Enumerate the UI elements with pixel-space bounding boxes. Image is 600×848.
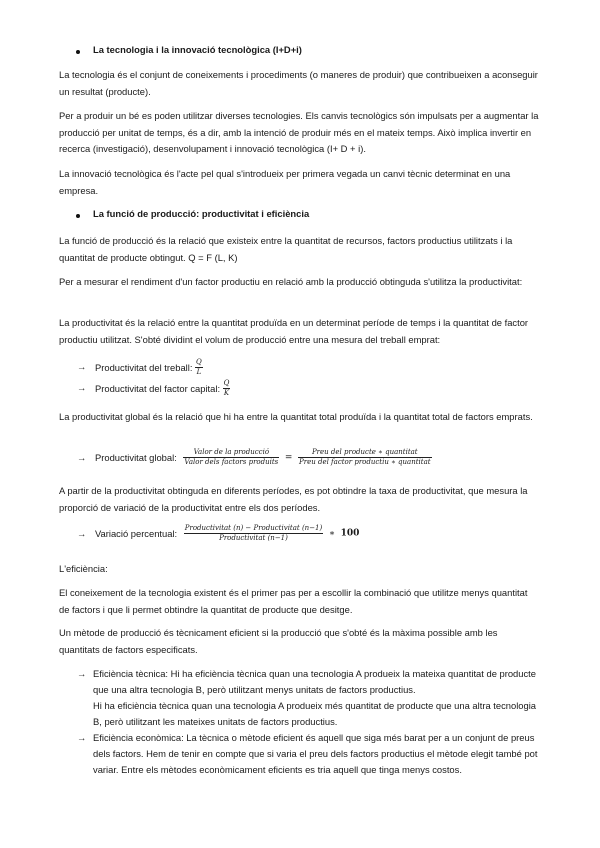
list-item-eficiencia-economica: → Eficiència econòmica: La tècnica o mètode eficient és aquell que siga més barat per a un conjunt de preus dels factors. Hem de tenir en compte que si varia el preu dels factors productius el mètode elegit també pot variar. Entre els mètodes econòmicament eficients es tria aquell que tinga menys costos.: [77, 732, 538, 775]
right-arrow-icon: →: [77, 452, 87, 463]
bullet-dot-icon: [76, 214, 80, 218]
bullet-dot-icon: [76, 50, 80, 54]
fraction-valor: $\frac{\text{Valor de la producció}}{\text{Valor dels factors produits}}$: [184, 448, 279, 466]
fraction-preu: $\frac{\text{Preu del producte ∗ quantitat}}{\text{Preu del factor productiu ∗ quantitat}}$: [299, 448, 431, 466]
paragraph-taxa-productivitat: A partir de la productivitat obtinguda en diferents períodes, es pot obtindre la taxa de productivitat, que mesura la proporció de variació de la productivitat entre els dos períodes.: [59, 485, 528, 513]
paragraph-tecnologia-definicio: La tecnologia és el conjunt de coneixements i procediments (o maneres de produir) que contribueixen a aconseguir un resultat (producte).: [59, 69, 538, 97]
right-arrow-icon: →: [77, 381, 87, 393]
paragraph-coneixement-tecnologia: El coneixement de la tecnologia existent és el primer pas per a escollir la combinació que utilitze menys quantitat de factors i que li permet obtindre la quantitat de producte que desitge.: [59, 587, 528, 615]
right-arrow-icon: →: [77, 732, 87, 743]
formula-productivitat-treball: → Productivitat del treball: $\frac{Q}{L}$: [77, 358, 202, 376]
paragraph-productivitat: La productivitat és la relació entre la quantitat produïda en un determinat període de temps i la quantitat de factor productiu utilitzat. S'obté dividint el volum de producció entre una mesura del treball emprat:: [59, 317, 529, 345]
paragraph-funcio-produccio: La funció de producció és la relació que existeix entre la quantitat de recursos, factors productius utilitzats i la quantitat de producte obtingut. Q = F (L, K): [59, 235, 513, 263]
right-arrow-icon: →: [77, 668, 87, 679]
formula-productivitat-capital: → Productivitat del factor capital: $\frac{Q}{K}$: [77, 379, 230, 397]
formula-productivitat-global: → Productivitat global: $\frac{\text{Valor de la producció}}{\text{Valor dels factors produits}}$ = $\frac{\text{Preu del producte ∗ quantitat}}{\text{Preu del factor productiu ∗ quantitat}}$: [77, 448, 431, 466]
formula-variacio-percentual: → Variació percentual: $\frac{\text{Productivitat (n) − Productivitat (n−1)}}{\text{Productivitat (n−1)}}$ ∗ 100: [77, 524, 360, 542]
paragraph-metode-tecnicament-eficient: Un mètode de producció és tècnicament eficient si la producció que s'obté és la màxima possible amb les quantitats de factors especificats.: [59, 627, 498, 655]
paragraph-rendiment: Per a mesurar el rendiment d'un factor productiu en relació amb la producció obtinguda s'utilitza la productivitat:: [59, 276, 523, 287]
paragraph-innovacio: La innovació tecnològica és l'acte pel qual s'introdueix per primera vegada un canvi tècnic determinat en una empresa.: [59, 168, 511, 196]
document-page: La tecnologia i la innovació tecnològica (I+D+i) La tecnologia és el conjunt de coneixements i procediments (o maneres de produir) que contribueixen a aconseguir un resultat (producte). Per a produir un bé es poden utilitzar diverses tecnologies. Els canvis tecnològics són impulsats per a augmentar la producció per unitat de temps, és a dir, amb la intenció de produir més en el mateix temps. Això implica invertir en recerca (investigació), desenvolupament i innovació tecnològica (I+ D + i). La innovació tecnològica és l'acte pel qual s'introdueix per primera vegada un canvi tècnic determinat en una empresa. La funció de producció: productivitat i eficiència La funció de producció és la relació que existeix entre la quantitat de recursos, factors productius utilitzats i la quantitat de producte obtingut. Q = F (L, K) Per a mesurar el rendiment d'un factor productiu en relació amb la producció obtinguda s'utilitza la productivitat: La productivitat és la relació entre la quantitat produïda en un determinat període de temps i la quantitat de factor productiu utilitzat. S'obté dividint el volum de producció entre una mesura del treball emprat: → Productivitat del treball: $\frac{Q}{L}$ → Productivitat del factor capital: $\frac{Q}{K}$ La productivitat global és la relació que hi ha entre la quantitat total produïda i la quantitat total de factors emprats. → Productivitat global: $\frac{\text{Valor de la producció}}{\text{Valor dels factors produits}}$ = $\frac{\text{Preu del producte ∗ quantitat}}{\text{Preu del factor productiu ∗ quantitat}}$ A partir de la productivitat obtinguda en diferents períodes, es pot obtindre la taxa de productivitat, que mesura la proporció de variació de la productivitat entre els dos períodes. → Variació percentual: $\frac{\text{Productivitat (n) − Productivitat (n−1)}}{\text{Productivitat (n−1)}}$ ∗ 100 L'eficiència: El coneixement de la tecnologia existent és el primer pas per a escollir la combinació que utilitze menys quantitat de factors i que li permet obtindre la quantitat de producte que desitge. Un mètode de producció és tècnicament eficient si la producció que s'obté és la màxima possible amb les quantitats de factors especificats. → Eficiència tècnica: Hi ha eficiència tècnica quan una tecnologia A produeix la mateixa quantitat de producte que una altra tecnologia B, però utilitzant menys unitats de factors productius. Hi ha eficiència tècnica quan una tecnologia A produeix més quantitat de producte que una altra tecnologia B, però utilitzant les mateixes unitats de factors productius. → Eficiència econòmica: La tècnica o mètode eficient és aquell que siga més barat per a un conjunt de preus dels factors. Hem de tenir en compte que si varia el preu dels factors productius el mètode elegit també pot variar. Entre els mètodes econòmicament eficients es tria aquell que tinga menys costos.: [0, 0, 600, 848]
paragraph-productivitat-global: La productivitat global és la relació que hi ha entre la quantitat total produïda i la quantitat total de factors emprats.: [59, 411, 533, 422]
paragraph-canvis-tecnologics: Per a produir un bé es poden utilitzar diverses tecnologies. Els canvis tecnològics són impulsats per a augmentar la producció per unitat de temps, és a dir, amb la intenció de produir més en el mateix temps. Això implica invertir en recerca (investigació), desenvolupament i innovació tecnològica (I+ D + i).: [59, 110, 539, 154]
heading-eficiencia: L'eficiència:: [59, 563, 108, 574]
fraction-variacio: $\frac{\text{Productivitat (n) − Productivitat (n−1)}}{\text{Productivitat (n−1)}}$: [184, 524, 323, 542]
right-arrow-icon: →: [77, 528, 87, 539]
right-arrow-icon: →: [77, 360, 87, 372]
fraction-q-k: $\frac{Q}{K}$: [223, 379, 230, 397]
fraction-q-l: $\frac{Q}{L}$: [196, 358, 202, 376]
list-item-eficiencia-tecnica: → Eficiència tècnica: Hi ha eficiència tècnica quan una tecnologia A produeix la mateixa quantitat de producte que una altra tecnologia B, però utilitzant menys unitats de factors productius. Hi ha eficiència tècnica quan una tecnologia A produeix més quantitat de producte que una altra tecnologia B, però utilitzant les mateixes unitats de factors productius.: [77, 668, 537, 727]
